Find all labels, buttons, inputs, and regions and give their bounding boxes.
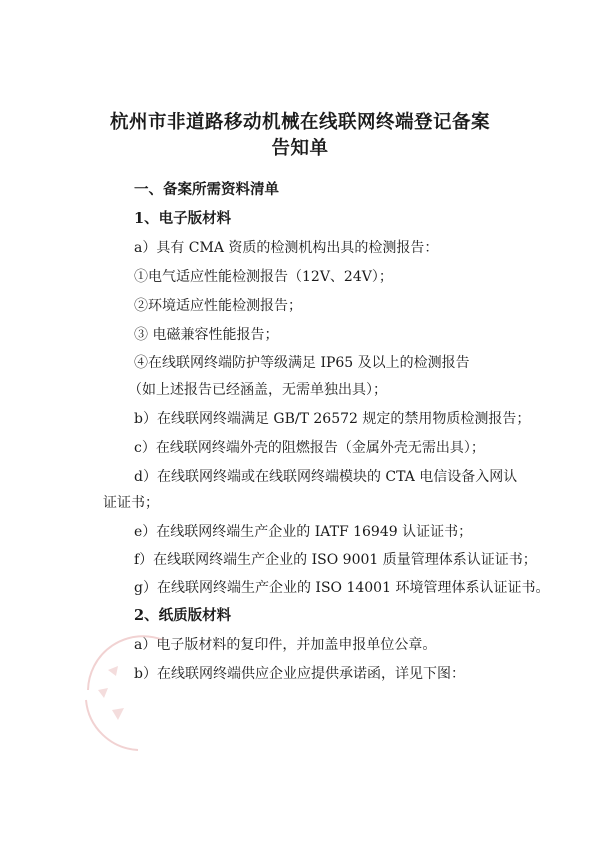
list-item: b）在线联网终端满足 GB/T 26572 规定的禁用物质检测报告； bbox=[134, 411, 531, 427]
list-item-note: （如上述报告已经涵盖，无需单独出具）； bbox=[128, 382, 387, 398]
list-item: ③ 电磁兼容性能报告； bbox=[134, 327, 279, 343]
list-item: a）电子版材料的复印件，并加盖申报单位公章。 bbox=[134, 637, 437, 653]
list-item-continuation: 证证书； bbox=[103, 495, 159, 511]
list-item: ④在线联网终端防护等级满足 IP65 及以上的检测报告 bbox=[134, 355, 470, 371]
section-heading: 一、备案所需资料清单 bbox=[134, 181, 279, 198]
subsection-heading-electronic: 1、电子版材料 bbox=[134, 210, 232, 227]
list-item: e）在线联网终端生产企业的 IATF 16949 认证证书； bbox=[134, 524, 473, 540]
list-item: ①电气适应性能检测报告（12V、24V）； bbox=[134, 269, 393, 285]
subsection-heading-paper: 2、纸质版材料 bbox=[134, 607, 232, 624]
list-item: ②环境适应性能检测报告； bbox=[134, 298, 302, 314]
list-item: f）在线联网终端生产企业的 ISO 9001 质量管理体系认证证书； bbox=[134, 552, 537, 568]
list-item: b）在线联网终端供应企业应提供承诺函，详见下图： bbox=[134, 666, 465, 682]
list-item: a）具有 CMA 资质的检测机构出具的检测报告： bbox=[134, 240, 439, 256]
document-title-line1: 杭州市非道路移动机械在线联网终端登记备案 bbox=[109, 112, 490, 133]
official-stamp-icon bbox=[78, 630, 168, 760]
list-item: g）在线联网终端生产企业的 ISO 14001 环境管理体系认证证书。 bbox=[134, 580, 550, 596]
list-item: d）在线联网终端或在线联网终端模块的 CTA 电信设备入网认 bbox=[134, 469, 518, 485]
list-item: c）在线联网终端外壳的阻燃报告（金属外壳无需出具）； bbox=[134, 440, 485, 456]
document-title-line2: 告知单 bbox=[271, 138, 329, 159]
